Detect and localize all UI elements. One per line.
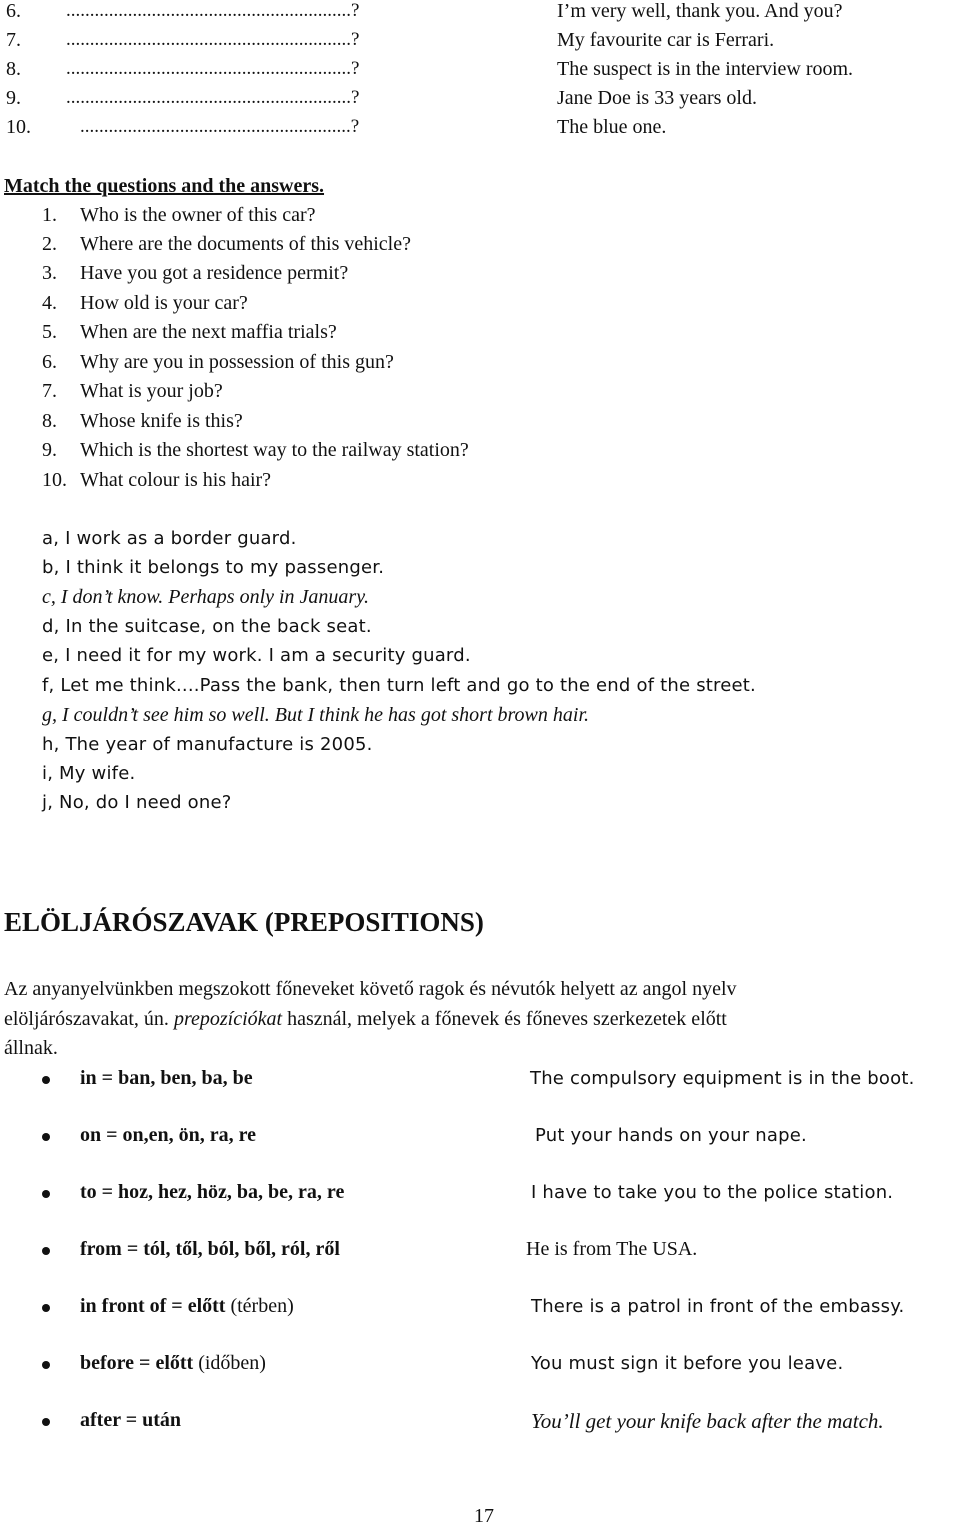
question-text: Which is the shortest way to the railway station?	[80, 439, 469, 461]
term-bold: from = tól, től, ból, ből, ról, ről	[80, 1238, 340, 1260]
bullet-icon	[42, 1076, 50, 1084]
question-number: 5.	[42, 321, 57, 343]
question-text: How old is your car?	[80, 292, 248, 314]
intro-text-line-3: állnak.	[4, 1037, 58, 1059]
preposition-term	[80, 1067, 253, 1090]
answer-option: e, I need it for my work. I am a security guard.	[42, 645, 471, 666]
preposition-term	[80, 1352, 266, 1375]
question-text: Where are the documents of this vehicle?	[80, 233, 411, 255]
question-number: 8.	[42, 410, 57, 432]
answer-option: a, I work as a border guard.	[42, 528, 297, 549]
intro-text-italic: prepozíciókat	[173, 1008, 283, 1030]
section-title: Match the questions and the answers.	[4, 175, 325, 197]
question-number: 1.	[42, 204, 57, 226]
preposition-example: I have to take you to the police station.	[531, 1182, 894, 1203]
term-bold: in front of = előtt	[80, 1295, 226, 1317]
bullet-icon	[42, 1190, 50, 1198]
answer-option: g, I couldn’t see him so well. But I think he has got short brown hair.	[42, 704, 590, 726]
answer-blank: ............................................................?	[66, 0, 360, 21]
question-number: 2.	[42, 233, 57, 255]
fill-in-number: 9.	[6, 87, 21, 109]
page-number: 17	[474, 1505, 494, 1527]
question-text: Whose knife is this?	[80, 410, 243, 432]
preposition-term	[80, 1181, 344, 1204]
intro-text-part: elöljárószavakat, ún.	[4, 1008, 174, 1030]
answer-option: c, I don’t know. Perhaps only in January.	[42, 586, 369, 608]
question-number: 7.	[42, 380, 57, 402]
preposition-example: He is from The USA.	[526, 1238, 698, 1260]
term-bold: before = előtt	[80, 1352, 194, 1374]
fill-in-number: 7.	[6, 29, 21, 51]
fill-in-answer: The blue one.	[557, 116, 667, 138]
answer-option: b, I think it belongs to my passenger.	[42, 557, 385, 578]
bullet-icon	[42, 1304, 50, 1312]
question-text: When are the next maffia trials?	[80, 321, 337, 343]
question-number: 3.	[42, 262, 57, 284]
fill-in-answer: The suspect is in the interview room.	[557, 58, 854, 80]
preposition-example: You must sign it before you leave.	[531, 1353, 844, 1374]
question-number: 6.	[42, 351, 57, 373]
preposition-term	[80, 1124, 256, 1147]
fill-in-answer: I’m very well, thank you. And you?	[557, 0, 843, 22]
fill-in-answer: Jane Doe is 33 years old.	[557, 87, 757, 109]
answer-option: h, The year of manufacture is 2005.	[42, 734, 373, 755]
term-note: (időben)	[193, 1352, 266, 1374]
preposition-example: The compulsory equipment is in the boot.	[530, 1068, 915, 1089]
term-note: (térben)	[225, 1295, 294, 1317]
preposition-example: You’ll get your knife back after the match.	[531, 1409, 884, 1433]
question-number: 10.	[42, 469, 67, 491]
answer-option: d, In the suitcase, on the back seat.	[42, 616, 372, 637]
intro-text-line-1: Az anyanyelvünkben megszokott főneveket követő ragok és névutók helyett az angol nyelv	[4, 978, 737, 1000]
preposition-term	[80, 1295, 294, 1318]
answer-option: f, Let me think....Pass the bank, then turn left and go to the end of the street.	[42, 675, 756, 696]
answer-blank: ............................................................?	[66, 29, 360, 50]
answer-blank: ............................................................?	[66, 58, 360, 79]
term-bold: to = hoz, hez, höz, ba, be, ra, re	[80, 1181, 345, 1203]
answer-blank: ............................................................?	[66, 87, 360, 108]
bullet-icon	[42, 1418, 50, 1426]
fill-in-number: 10.	[6, 116, 31, 138]
bullet-icon	[42, 1361, 50, 1369]
preposition-term	[80, 1409, 181, 1432]
fill-in-number: 8.	[6, 58, 21, 80]
term-bold: on = on,en, ön, ra, re	[80, 1124, 257, 1146]
answer-option: j, No, do I need one?	[42, 792, 232, 813]
answer-option: i, My wife.	[42, 763, 136, 784]
fill-in-number: 6.	[6, 0, 21, 22]
question-number: 4.	[42, 292, 57, 314]
intro-text-part: használ, melyek a főnevek és főneves szerkezetek előtt	[282, 1008, 727, 1030]
question-number: 9.	[42, 439, 57, 461]
question-text: What colour is his hair?	[80, 469, 272, 491]
section-heading: ELÖLJÁRÓSZAVAK (PREPOSITIONS)	[4, 907, 484, 937]
term-bold: in = ban, ben, ba, be	[80, 1067, 253, 1089]
question-text: Why are you in possession of this gun?	[80, 351, 394, 373]
preposition-term	[80, 1238, 340, 1261]
question-text: Have you got a residence permit?	[80, 262, 349, 284]
fill-in-row	[6, 0, 21, 23]
term-bold: after = után	[80, 1409, 182, 1431]
question-text: Who is the owner of this car?	[80, 204, 316, 226]
preposition-example: There is a patrol in front of the embassy.	[531, 1296, 905, 1317]
intro-text-line-2	[4, 1008, 727, 1031]
fill-in-answer: My favourite car is Ferrari.	[557, 29, 775, 51]
preposition-example: Put your hands on your nape.	[535, 1125, 807, 1146]
answer-blank: .........................................................?	[80, 116, 360, 137]
bullet-icon	[42, 1133, 50, 1141]
bullet-icon	[42, 1247, 50, 1255]
question-text: What is your job?	[80, 380, 223, 402]
